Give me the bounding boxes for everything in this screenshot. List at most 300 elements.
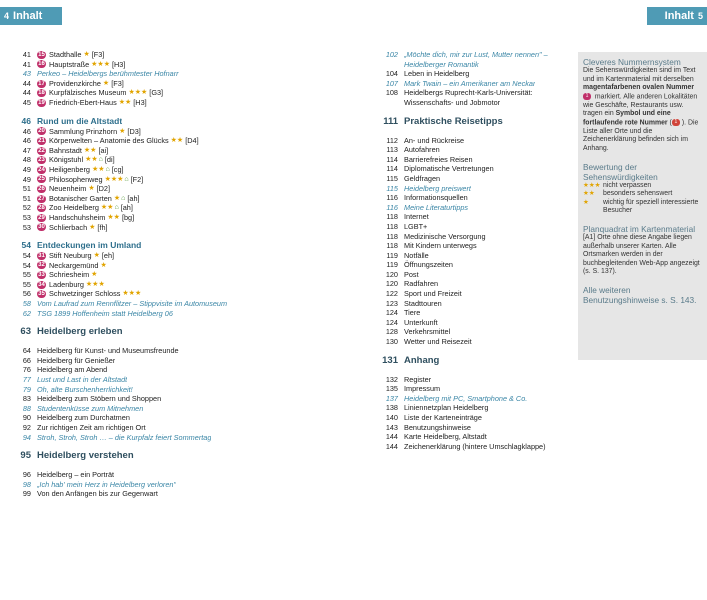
legend-row [583, 199, 702, 216]
toc-entry [374, 155, 570, 165]
right-page-header [647, 7, 707, 25]
spacer [374, 367, 570, 375]
entry-title: Leben in Heidelberg [404, 69, 470, 79]
toc-entry [7, 261, 287, 271]
entry-title: Ladenburg [49, 279, 84, 289]
legend-stars-icon: ★ [583, 198, 589, 206]
spacer [374, 108, 570, 116]
entry-label [404, 136, 464, 146]
entry-label [37, 489, 158, 499]
page-number: 53 [22, 222, 31, 232]
entry-title: TSG 1899 Hoffenheim statt Heidelberg 06 [37, 308, 173, 318]
page-number: 64 [22, 346, 31, 356]
section-heading [7, 240, 287, 251]
sidebar-text-grid [583, 234, 702, 277]
entry-label [404, 79, 535, 89]
entry-label [404, 212, 429, 222]
magenta-number-marker-icon: 1 [583, 93, 591, 100]
sidebar-text-bold: Symbol und eine fortlaufende rote Nummer [583, 110, 671, 127]
entry-title: Karte Heidelberg, Altstadt [404, 432, 487, 442]
sight-number-badge: 35 [38, 291, 45, 298]
toc-entry [7, 184, 287, 194]
sight-number-badge: 28 [38, 205, 45, 212]
toc-entry [374, 203, 570, 213]
toc-entry [374, 232, 570, 242]
entry-title: Mark Twain – ein Amerikaner am Neckar [404, 78, 536, 88]
entry-title: Neuenheim [49, 184, 87, 194]
map-grid-reference: [bg] [121, 212, 135, 222]
page-number: 44 [22, 88, 31, 98]
page-number: 56 [22, 289, 31, 299]
entry-label [37, 450, 134, 462]
entry-label [37, 223, 108, 233]
entry-label [37, 240, 141, 251]
right-header-title: Inhalt [664, 10, 694, 22]
sight-number-badge: 20 [38, 128, 45, 135]
toc-entry [374, 212, 570, 222]
page-number: 119 [386, 260, 398, 270]
toc-entry [7, 136, 287, 146]
toc-entry [374, 413, 570, 423]
entry-label [404, 432, 487, 442]
entry-title: Philosophenweg [49, 174, 103, 184]
entry-title: Handschuhsheim [49, 212, 106, 222]
entry-label [37, 309, 173, 319]
toc-entry [7, 88, 287, 98]
entry-label [37, 299, 227, 309]
toc-entry [374, 375, 570, 385]
spacer [374, 347, 570, 355]
entry-label [37, 127, 141, 137]
toc-entry [374, 79, 570, 89]
toc-entry [374, 69, 570, 79]
entry-title: Heidelberg – ein Porträt [37, 470, 115, 480]
entry-label [404, 251, 429, 261]
sidebar-title-grid: Planquadrat im Kartenmaterial [583, 223, 696, 234]
entry-label [37, 289, 141, 299]
page-number: 49 [22, 164, 31, 174]
rating-stars-icon: ★ [93, 252, 100, 260]
entry-label [404, 260, 453, 270]
rating-stars-icon: ★★ [91, 165, 105, 173]
page-number: 55 [22, 279, 31, 289]
sight-number-badge: 19 [38, 99, 45, 106]
map-grid-reference: [di] [104, 155, 115, 165]
spacer [7, 338, 287, 346]
sidebar-text-bold: magentafarbenen ovalen Nummer [583, 84, 695, 92]
legend-text: wichtig für speziell interessierte Besucher [603, 198, 699, 215]
entry-label [404, 279, 438, 289]
entry-title: LGBT+ [404, 221, 428, 231]
page-number: 107 [385, 78, 398, 88]
entry-label [37, 251, 114, 261]
entry-title: Körperwelten – Anatomie des Glücks [49, 136, 169, 146]
sight-number-badge: 21 [38, 137, 45, 144]
entry-title: Radfahren [404, 279, 439, 289]
page-number: 120 [385, 269, 398, 279]
sight-number-badge: 25 [38, 176, 45, 183]
toc-entry [374, 423, 570, 433]
entry-title: Wetter und Reisezeit [404, 337, 472, 347]
rating-stars-icon: ★★★ [91, 60, 110, 68]
entry-title: Sammlung Prinzhorn [49, 126, 118, 136]
entry-label [404, 384, 440, 394]
entry-title: Diplomatische Vertretungen [404, 164, 494, 174]
entry-label [37, 346, 179, 356]
page-number: 102 [385, 50, 398, 59]
entry-label [37, 155, 115, 165]
entry-title: Königstuhl [49, 155, 84, 165]
spacer [7, 318, 287, 326]
entry-label [404, 155, 473, 165]
entry-label [404, 88, 570, 107]
page-number: 108 [385, 88, 398, 98]
page-number: 76 [22, 365, 31, 375]
entry-label [404, 203, 468, 213]
legend-row [583, 190, 702, 199]
page-number: 46 [21, 115, 31, 126]
page-number: 112 [386, 135, 398, 145]
entry-title: Öffnungszeiten [404, 260, 453, 270]
entry-label [404, 116, 503, 128]
grid-example: [A1] [583, 233, 596, 241]
toc-entry [374, 384, 570, 394]
page-number: 77 [22, 375, 31, 385]
entry-label [404, 318, 438, 328]
entry-label [37, 365, 107, 375]
page-number: 96 [22, 470, 31, 480]
entry-label [37, 165, 124, 175]
entry-title: „Ich hab' mein Herz in Heidelberg verloren" [37, 479, 177, 489]
toc-entry [7, 251, 287, 261]
toc-entry [7, 385, 287, 395]
left-header-title: Inhalt [13, 10, 43, 22]
family-friendly-icon: ⌂ [114, 204, 119, 212]
page-number: 83 [22, 394, 31, 404]
map-grid-reference: [eh] [101, 251, 115, 261]
entry-label [37, 88, 163, 98]
rating-stars-icon: ★★★ [104, 175, 124, 183]
page-number: 143 [385, 422, 398, 432]
page-number: 135 [385, 384, 398, 394]
page-number: 92 [22, 423, 31, 432]
entry-label [404, 289, 462, 299]
entry-label [37, 280, 105, 290]
page-number: 95 [20, 450, 31, 462]
toc-entry [7, 299, 287, 309]
rating-stars-icon: ★ [119, 127, 126, 135]
map-grid-reference: [H3] [133, 97, 147, 107]
page-number: 62 [22, 308, 31, 318]
family-friendly-icon: ⌂ [105, 165, 110, 173]
toc-entry [374, 394, 570, 404]
entry-title: Zoo Heidelberg [49, 203, 99, 213]
page-number: 114 [386, 164, 398, 174]
page-number: 52 [22, 203, 31, 213]
map-grid-reference: [G3] [149, 88, 164, 98]
entry-title: Stadttouren [404, 298, 442, 308]
sight-number-badge: 34 [38, 281, 45, 288]
entry-label [37, 50, 104, 60]
sight-number-badge: 30 [38, 224, 45, 231]
entry-label [37, 69, 179, 79]
legend-text: besonders sehenswert [603, 190, 673, 198]
entry-label [404, 145, 440, 155]
rating-stars-icon: ★ [91, 271, 98, 279]
red-number-marker-icon: 1 [672, 119, 680, 126]
toc-entry [7, 489, 287, 499]
sight-number-badge: 24 [38, 166, 45, 173]
sidebar-title-hints: Alle weiteren Benutzungshinweise s. S. 143. [583, 284, 697, 305]
page-number: 48 [22, 155, 31, 165]
map-grid-reference: [ai] [98, 145, 109, 155]
entry-label [37, 433, 211, 443]
page-number: 118 [386, 231, 398, 241]
entry-title: Schriesheim [49, 270, 90, 280]
entry-title: Perkeo – Heidelbergs berühmtester Hofnarr [37, 69, 179, 79]
toc-entry [374, 289, 570, 299]
toc-entry [374, 279, 570, 289]
page-number: 138 [385, 403, 398, 413]
page-number: 124 [385, 308, 398, 318]
toc-entry [7, 394, 287, 404]
page-number: 116 [386, 202, 398, 212]
entry-title: Register [404, 374, 432, 384]
rating-stars-icon: ★ [100, 261, 107, 269]
toc-entry [7, 270, 287, 280]
entry-title: Von den Anfängen bis zur Gegenwart [37, 489, 158, 499]
toc-entry [7, 60, 287, 70]
page-number: 98 [22, 479, 31, 489]
entry-label [404, 355, 439, 367]
toc-entry [7, 127, 287, 137]
sidebar-text-part: Orte ohne diese Angabe liegen außerhalb unserer Karten. Alle Ortsmarken werden in der buchbegleitenden Web-App angezeigt (s. S. 137). [583, 233, 700, 276]
entry-label [37, 385, 133, 395]
sight-number-badge: 29 [38, 214, 45, 221]
sight-number-badge: 27 [38, 195, 45, 202]
rating-stars-icon: ★★ [100, 204, 114, 212]
entry-title: Bahnstadt [49, 145, 82, 155]
left-page-header [0, 7, 62, 25]
page-number: 55 [22, 270, 31, 280]
entry-label [37, 480, 176, 490]
page-number: 44 [22, 78, 31, 88]
entry-title: Praktische Reisetipps [404, 115, 503, 127]
entry-label [37, 175, 143, 185]
entry-title: Notfälle [404, 250, 429, 260]
sight-number-badge: 15 [38, 51, 45, 58]
entry-title: Zeichenerklärung (hintere Umschlagklappe) [404, 441, 546, 451]
entry-label [404, 413, 482, 423]
page-number: 140 [385, 413, 398, 422]
sight-number-badge: 17 [38, 80, 45, 87]
page-number: 131 [382, 354, 398, 366]
sidebar-text-part: markiert. Alle anderen Lokalitäten wie Geschäfte, Restaurants usw. tragen ein [583, 93, 698, 118]
entry-label [37, 79, 124, 89]
family-friendly-icon: ⌂ [124, 175, 129, 183]
page-number: 45 [22, 97, 31, 107]
entry-title: Informationsquellen [404, 193, 468, 203]
entry-title: Heidelberg verstehen [37, 450, 134, 462]
toc-entry [7, 375, 287, 385]
entry-title: Neckargemünd [49, 260, 99, 270]
toc-entry [374, 50, 570, 69]
toc-entry [374, 241, 570, 251]
map-grid-reference: [cg] [111, 164, 124, 174]
map-grid-reference: [H3] [111, 59, 126, 69]
entry-title: Heidelberg zum Durchatmen [37, 413, 130, 423]
rating-stars-icon: ★★★ [85, 280, 105, 288]
map-grid-reference: [D3] [127, 126, 141, 136]
entry-label [37, 116, 122, 127]
page-number: 41 [22, 59, 31, 69]
toc-entry [374, 327, 570, 337]
rating-legend [583, 182, 702, 216]
sidebar-text-part: Die Sehenswürdigkeiten sind im Text und im Kartenmaterial mit derselben [583, 67, 696, 83]
page-number: 120 [385, 279, 398, 289]
page-number: 99 [22, 489, 31, 499]
toc-entry [7, 223, 287, 233]
spacer [7, 442, 287, 450]
page-number: 46 [22, 136, 31, 146]
entry-title: Internet [404, 212, 429, 222]
entry-title: Oh, alte Burschenherrlichkeit! [37, 384, 133, 394]
page-number: 49 [22, 174, 31, 184]
legend-row [583, 182, 702, 191]
toc-entry [374, 442, 570, 452]
page-number: 54 [22, 251, 31, 261]
page-number: 51 [22, 193, 31, 203]
sight-number-badge: 31 [38, 252, 45, 259]
entry-title: Friedrich-Ebert-Haus [49, 97, 117, 107]
toc-entry [7, 146, 287, 156]
toc-entry [374, 136, 570, 146]
toc-entry [374, 174, 570, 184]
page-number: 115 [386, 183, 398, 193]
entry-title: Autofahren [404, 145, 440, 155]
spacer [7, 232, 287, 240]
section-heading [7, 326, 287, 338]
toc-entry [7, 194, 287, 204]
entry-title: Liste der Karteneinträge [404, 413, 482, 422]
toc-entry [7, 79, 287, 89]
entry-title: Anhang [404, 354, 440, 366]
spacer [7, 108, 287, 116]
entry-title: Heidelberg mit PC, Smartphone & Co. [404, 393, 528, 403]
page-number: 119 [386, 250, 398, 260]
entry-title: Zur richtigen Zeit am richtigen Ort [37, 423, 146, 432]
page-number: 54 [22, 260, 31, 270]
entry-label [37, 136, 199, 146]
page-number: 137 [385, 393, 398, 403]
toc-entry [374, 88, 570, 107]
entry-title: Botanischer Garten [49, 193, 112, 203]
toc-column-right [374, 50, 570, 451]
entry-title: Schlierbach [49, 222, 88, 232]
entry-title: Providenzkirche [49, 78, 101, 88]
toc-entry [374, 270, 570, 280]
entry-label [404, 184, 471, 194]
toc-entry [374, 299, 570, 309]
entry-label [37, 413, 130, 423]
toc-entry [7, 480, 287, 490]
toc-entry [374, 193, 570, 203]
entry-label [37, 394, 161, 404]
toc-entry [7, 213, 287, 223]
page-number: 144 [385, 432, 398, 442]
entry-label [404, 327, 450, 337]
page-number: 43 [22, 69, 31, 79]
entry-label [404, 394, 527, 404]
page-number: 90 [22, 413, 31, 423]
toc-entry [7, 165, 287, 175]
entry-label [37, 375, 127, 385]
toc-entry [7, 98, 287, 108]
entry-label [37, 213, 134, 223]
entry-label [404, 164, 494, 174]
toc-entry [374, 337, 570, 347]
entry-title: Medizinische Versorgung [404, 231, 486, 241]
entry-title: An- und Rückreise [404, 135, 465, 145]
rating-stars-icon: ★ [88, 185, 95, 193]
entry-title: Heidelberg am Abend [37, 365, 108, 375]
entry-label [37, 194, 140, 204]
toc-entry [374, 403, 570, 413]
page-number: 104 [385, 69, 398, 79]
toc-entry [7, 433, 287, 443]
rating-stars-icon: ★★ [170, 137, 184, 145]
page-number: 118 [386, 221, 398, 231]
page-number: 144 [385, 441, 398, 451]
entry-title: Heidelberg für Genießer [37, 355, 116, 365]
toc-entry [374, 260, 570, 270]
toc-entry [7, 155, 287, 165]
legend-stars-icon: ★★★ [583, 181, 601, 189]
spacer [374, 128, 570, 136]
entry-label [37, 146, 108, 156]
entry-title: Vom Laufrad zum Rennflitzer – Stippvisite im Automuseum [37, 299, 228, 309]
entry-label [404, 403, 488, 413]
entry-title: Benutzungshinweise [404, 422, 471, 432]
map-grid-reference: [ah] [127, 193, 140, 203]
entry-label [404, 222, 427, 232]
toc-column-left [7, 50, 287, 499]
entry-label [404, 308, 420, 318]
toc-entry [7, 175, 287, 185]
map-grid-reference: [D4] [185, 136, 199, 146]
entry-label [37, 326, 123, 338]
entry-label [37, 404, 143, 414]
sidebar-title-numbering: Cleveres Nummernsystem [583, 57, 681, 67]
toc-entry [374, 164, 570, 174]
page-number: 88 [22, 403, 31, 413]
sight-number-badge: 23 [38, 157, 45, 164]
legend-text: nicht verpassen [603, 181, 652, 189]
rating-stars-icon: ★ [113, 194, 121, 202]
info-sidebar [578, 52, 707, 360]
page-number: 115 [386, 173, 398, 183]
entry-title: Meine Literaturtipps [404, 202, 469, 212]
sight-number-badge: 22 [38, 147, 45, 154]
page-number: 54 [21, 240, 31, 251]
toc-entry [374, 145, 570, 155]
page-number: 46 [22, 126, 31, 136]
sidebar-text-part: . Die Liste aller Orte und die Zeichenerklärung befinden sich im Anhang. [583, 119, 699, 152]
toc-entry [7, 309, 287, 319]
toc-entry [7, 423, 287, 433]
page-number: 128 [385, 327, 398, 337]
page-number: 122 [385, 289, 398, 299]
